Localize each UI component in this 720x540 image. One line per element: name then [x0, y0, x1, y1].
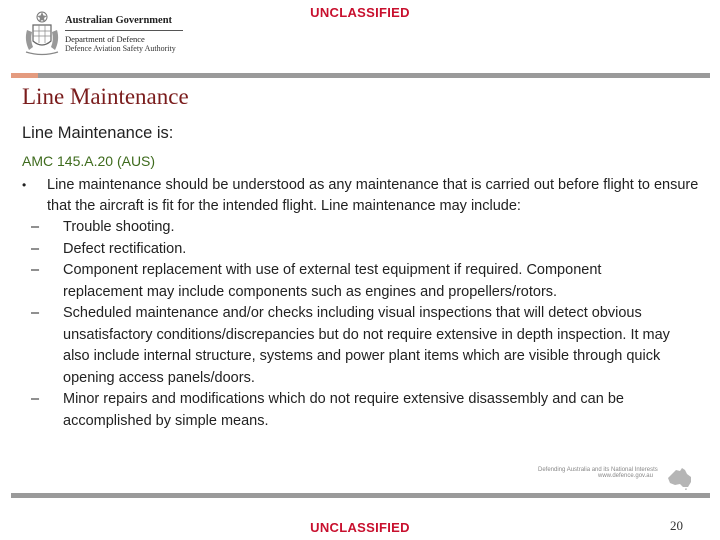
classification-marking-bottom: UNCLASSIFIED — [310, 520, 410, 535]
bullet-text: Line maintenance should be understood as any maintenance that is carried out before flight to ensure that the aircraft is fit for the intended flight. Line maintenance may include: — [47, 177, 699, 214]
content-subheading: AMC 145.A.20 (AUS) — [22, 153, 156, 169]
sub-bullet-item — [31, 217, 683, 239]
page-number: 20 — [670, 518, 683, 533]
tagline-text: Defending Australia and its National Interests — [538, 467, 658, 473]
logo-authority-text: Defence Aviation Safety Authority — [65, 44, 176, 53]
sub-bullet-text: Component replacement with use of external test equipment if required. Component replacement may include components such as engines and propellers/rotors. — [63, 262, 602, 300]
australian-government-logo — [24, 10, 194, 66]
coat-of-arms-icon — [24, 10, 60, 58]
dash-marker: – — [31, 391, 40, 407]
slide-content — [22, 124, 712, 432]
slide-title: Line Maintenance — [22, 84, 189, 109]
dash-marker: – — [31, 305, 40, 321]
sub-bullet-list — [31, 217, 712, 432]
sub-bullet-item — [31, 303, 683, 389]
tagline-url: www.defence.gov.au — [598, 473, 653, 479]
defence-tagline — [538, 467, 678, 479]
sub-bullet-item — [31, 260, 683, 303]
sub-bullet-text: Minor repairs and modifications which do not require extensive disassembly and can be accomplished by simple means. — [63, 391, 624, 429]
dash-marker: – — [31, 240, 40, 257]
sub-bullet-item — [31, 239, 683, 261]
sub-bullet-text: Trouble shooting. — [63, 219, 175, 235]
header-divider-accent — [11, 73, 38, 78]
dash-marker: – — [31, 262, 40, 278]
logo-government-text: Australian Government — [65, 15, 173, 26]
logo-divider — [65, 30, 183, 31]
content-heading: Line Maintenance is: — [22, 124, 174, 142]
sub-bullet-text: Defect rectification. — [63, 240, 187, 257]
sub-bullet-text: Scheduled maintenance and/or checks including visual inspections that will detect obvious unsatisfactory conditions/discrepancies but do not require extensive in depth inspection. It may also include internal structure, systems and power plant items which are visible through quick opening access panels/doors. — [63, 305, 670, 386]
footer-divider-bar — [11, 493, 710, 498]
header-divider-bar — [38, 73, 710, 78]
bullet-item — [22, 175, 707, 217]
footer-divider-accent — [11, 493, 38, 498]
bullet-marker: • — [22, 178, 27, 192]
dash-marker: – — [31, 219, 40, 235]
sub-bullet-item — [31, 389, 683, 432]
australia-map-icon — [666, 466, 694, 490]
classification-marking-top: UNCLASSIFIED — [310, 5, 410, 20]
logo-department-text: Department of Defence — [65, 34, 145, 44]
